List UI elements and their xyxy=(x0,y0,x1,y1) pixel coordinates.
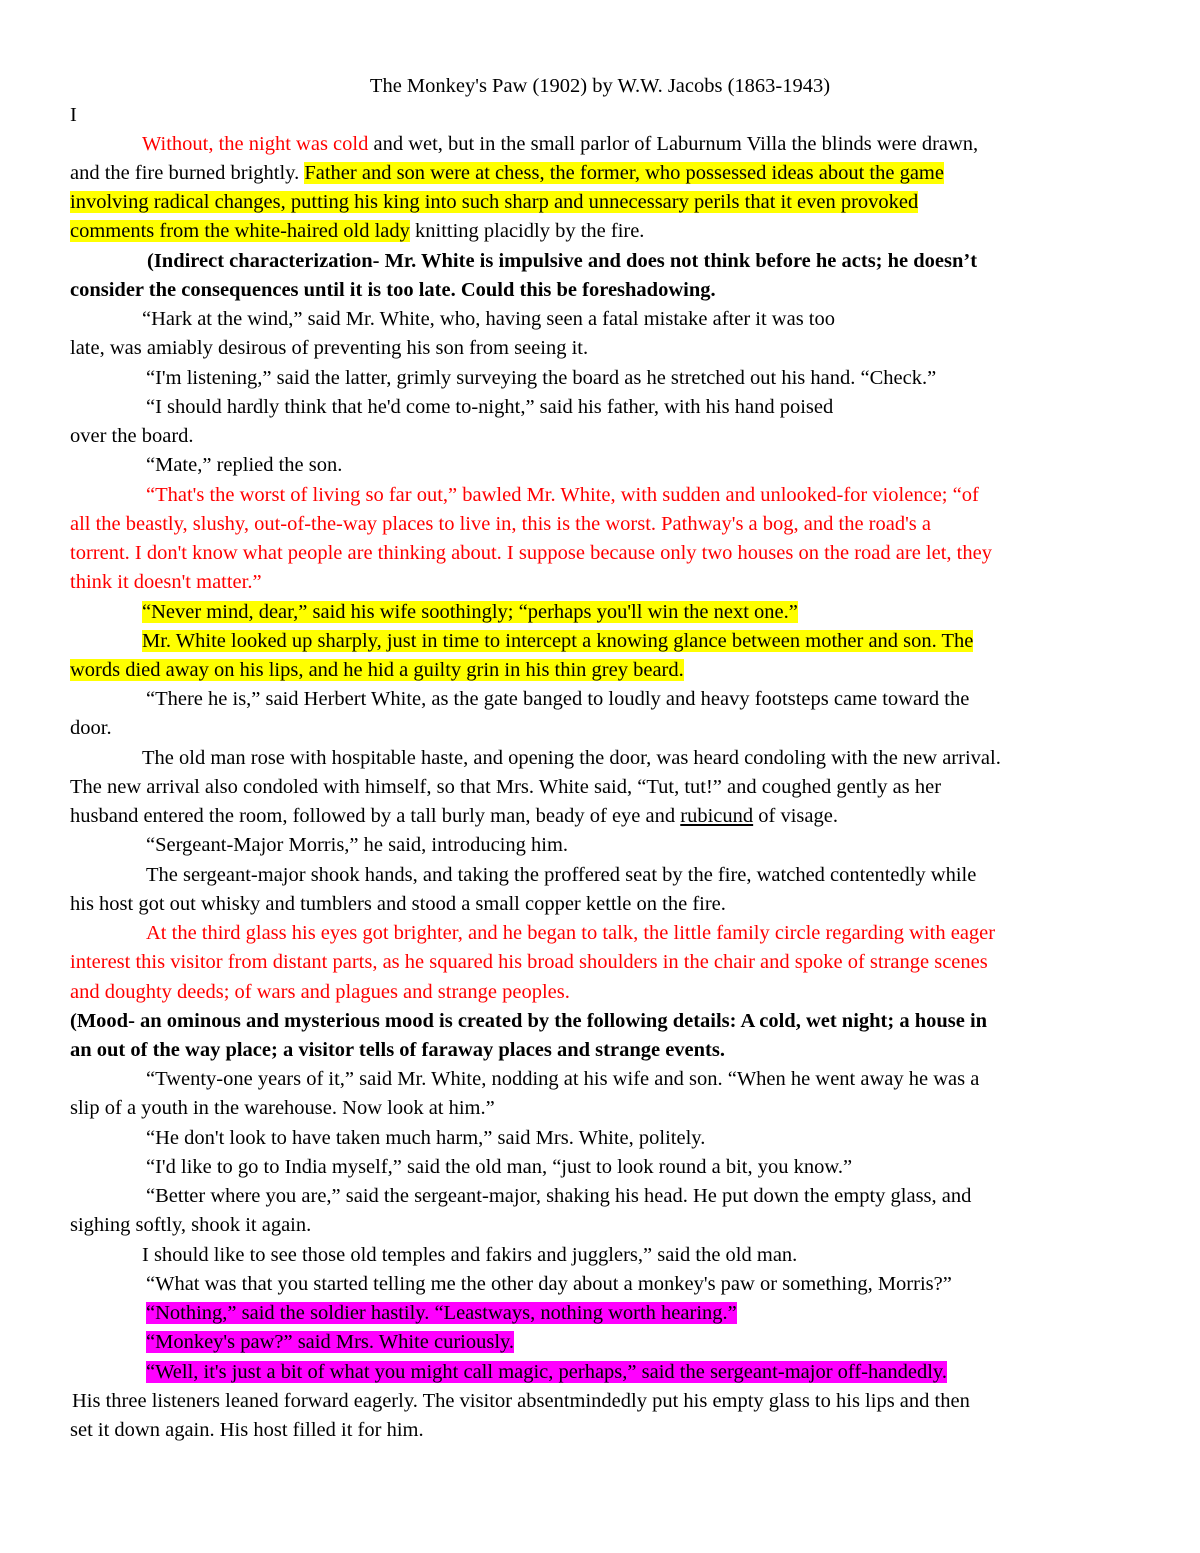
red-text: Without, the night was cold xyxy=(142,133,369,155)
text-line xyxy=(70,539,992,568)
text-segment: The new arrival also condoled with himself, so that Mrs. White said, “Tut, tut!” and coughed gently as her xyxy=(70,776,942,798)
text-line xyxy=(70,1094,495,1123)
text-segment: door. xyxy=(70,717,112,739)
highlight-yellow-text: “Never mind, dear,” said his wife soothingly; “perhaps you'll win the next one.” xyxy=(142,601,798,623)
text-line xyxy=(146,1065,979,1094)
text-line xyxy=(146,1328,514,1357)
red-text: think it doesn't matter.” xyxy=(70,571,262,593)
highlight-magenta-text: “Monkey's paw?” said Mrs. White curiously. xyxy=(146,1331,515,1353)
bold-annotation-text: (Indirect characterization- Mr. White is impulsive and does not think before he acts; he doesn’t xyxy=(147,250,978,272)
text-line xyxy=(70,890,726,919)
text-line xyxy=(146,481,979,510)
text-segment: of visage. xyxy=(753,805,838,827)
text-segment: “Sergeant-Major Morris,” he said, introducing him. xyxy=(146,834,569,856)
text-segment: husband entered the room, followed by a tall burly man, beady of eye and xyxy=(70,805,681,827)
text-line xyxy=(146,393,833,422)
text-segment: His three listeners leaned forward eagerly. The visitor absentmindedly put his empty glass to his lips and then xyxy=(72,1390,970,1412)
text-segment: sighing softly, shook it again. xyxy=(70,1214,312,1236)
highlight-yellow-text: Father and son were at chess, the former, who possessed ideas about the game xyxy=(304,162,944,184)
bold-annotation-text: an out of the way place; a visitor tells of faraway places and strange events. xyxy=(70,1039,725,1061)
text-line xyxy=(146,1358,947,1387)
highlight-magenta-text: “Nothing,” said the soldier hastily. “Leastways, nothing worth hearing.” xyxy=(146,1302,737,1324)
text-line xyxy=(146,831,568,860)
text-line xyxy=(70,159,944,188)
text-segment: The sergeant-major shook hands, and taking the proffered seat by the fire, watched contentedly while xyxy=(146,864,977,886)
text-segment: I should like to see those old temples and fakirs and jugglers,” said the old man. xyxy=(142,1244,798,1266)
text-segment: “I'd like to go to India myself,” said the old man, “just to look round a bit, you know.” xyxy=(146,1156,853,1178)
highlight-yellow-text: comments from the white-haired old lady xyxy=(70,220,410,242)
text-line xyxy=(70,276,716,305)
text-segment: “Mate,” replied the son. xyxy=(146,454,343,476)
text-line xyxy=(147,247,977,276)
section-numeral: I xyxy=(70,104,77,126)
text-segment: set it down again. His host filled it for him. xyxy=(70,1419,424,1441)
text-line xyxy=(146,1153,852,1182)
red-text: torrent. I don't know what people are thinking about. I suppose because only two houses on the road are let, they xyxy=(70,542,992,564)
text-line xyxy=(142,1241,797,1270)
text-segment: “I'm listening,” said the latter, grimly surveying the board as he stretched out his hand. “Check.” xyxy=(146,367,937,389)
text-segment: “Better where you are,” said the sergeant-major, shaking his head. He put down the empty glass, and xyxy=(146,1185,972,1207)
text-line xyxy=(70,1036,725,1065)
highlight-magenta-text: “Well, it's just a bit of what you might call magic, perhaps,” said the sergeant-major off-handedly. xyxy=(146,1361,947,1383)
text-line xyxy=(146,1299,737,1328)
text-line xyxy=(142,130,978,159)
text-segment: “He don't look to have taken much harm,” said Mrs. White, politely. xyxy=(146,1127,706,1149)
text-segment: “Twenty-one years of it,” said Mr. White, nodding at his wife and son. “When he went away he was a xyxy=(146,1068,980,1090)
text-line xyxy=(142,598,798,627)
text-line xyxy=(70,1211,311,1240)
text-segment: and the fire burned brightly. xyxy=(70,162,305,184)
text-line xyxy=(70,1416,424,1445)
text-line xyxy=(142,305,835,334)
text-line xyxy=(70,802,838,831)
text-segment: “There he is,” said Herbert White, as the gate banged to loudly and heavy footsteps came toward the xyxy=(146,688,970,710)
red-text: interest this visitor from distant parts, as he squared his broad shoulders in the chair and spoke of strange scenes xyxy=(70,951,988,973)
text-line xyxy=(70,510,931,539)
highlight-yellow-text: Mr. White looked up sharply, just in time to intercept a knowing glance between mother and son. The xyxy=(142,630,974,652)
red-text: and doughty deeds; of wars and plagues and strange peoples. xyxy=(70,981,570,1003)
text-line xyxy=(70,334,588,363)
text-segment: slip of a youth in the warehouse. Now look at him.” xyxy=(70,1097,495,1119)
text-line xyxy=(146,861,976,890)
underlined-vocab-word: rubicund xyxy=(680,805,754,827)
text-line xyxy=(70,656,684,685)
text-line xyxy=(146,685,969,714)
text-segment: and wet, but in the small parlor of Laburnum Villa the blinds were drawn, xyxy=(368,133,979,155)
text-segment: The old man rose with hospitable haste, and opening the door, was heard condoling with the new arrival. xyxy=(142,747,1001,769)
text-line xyxy=(70,188,918,217)
text-line xyxy=(70,422,194,451)
text-segment: “Hark at the wind,” said Mr. White, who, having seen a fatal mistake after it was too xyxy=(142,308,835,330)
text-line xyxy=(70,217,644,246)
text-segment: late, was amiably desirous of preventing his son from seeing it. xyxy=(70,337,589,359)
text-line xyxy=(70,714,112,743)
highlight-yellow-text: involving radical changes, putting his king into such sharp and unnecessary perils that it even provoked xyxy=(70,191,919,213)
text-line xyxy=(70,773,941,802)
text-line xyxy=(146,1270,952,1299)
red-text: At the third glass his eyes got brighter, and he began to talk, the little family circle regarding with eager xyxy=(146,922,996,944)
text-line xyxy=(70,948,988,977)
text-line xyxy=(142,744,1001,773)
text-line xyxy=(146,1182,971,1211)
text-line xyxy=(70,1007,987,1036)
red-text: “That's the worst of living so far out,” bawled Mr. White, with sudden and unlooked-for violence; “of xyxy=(146,484,979,506)
text-line xyxy=(146,451,342,480)
text-segment: “What was that you started telling me the other day about a monkey's paw or something, Morris?” xyxy=(146,1273,952,1295)
page-title: The Monkey's Paw (1902) by W.W. Jacobs (1863-1943) xyxy=(369,75,831,97)
red-text: all the beastly, slushy, out-of-the-way places to live in, this is the worst. Pathway's a bog, and the road's a xyxy=(70,513,931,535)
text-line xyxy=(70,978,570,1007)
text-line xyxy=(146,919,995,948)
text-line xyxy=(72,1387,970,1416)
text-segment: “I should hardly think that he'd come to-night,” said his father, with his hand poised xyxy=(146,396,834,418)
text-segment: over the board. xyxy=(70,425,194,447)
text-line xyxy=(142,627,973,656)
bold-annotation-text: consider the consequences until it is too late. Could this be foreshadowing. xyxy=(70,279,716,301)
highlight-yellow-text: words died away on his lips, and he hid a guilty grin in his thin grey beard. xyxy=(70,659,684,681)
bold-annotation-text: (Mood- an ominous and mysterious mood is created by the following details: A cold, wet night; a house in xyxy=(70,1010,988,1032)
text-segment: knitting placidly by the fire. xyxy=(409,220,645,242)
text-line xyxy=(146,364,936,393)
text-line xyxy=(146,1124,705,1153)
text-line xyxy=(70,568,262,597)
text-segment: his host got out whisky and tumblers and stood a small copper kettle on the fire. xyxy=(70,893,726,915)
